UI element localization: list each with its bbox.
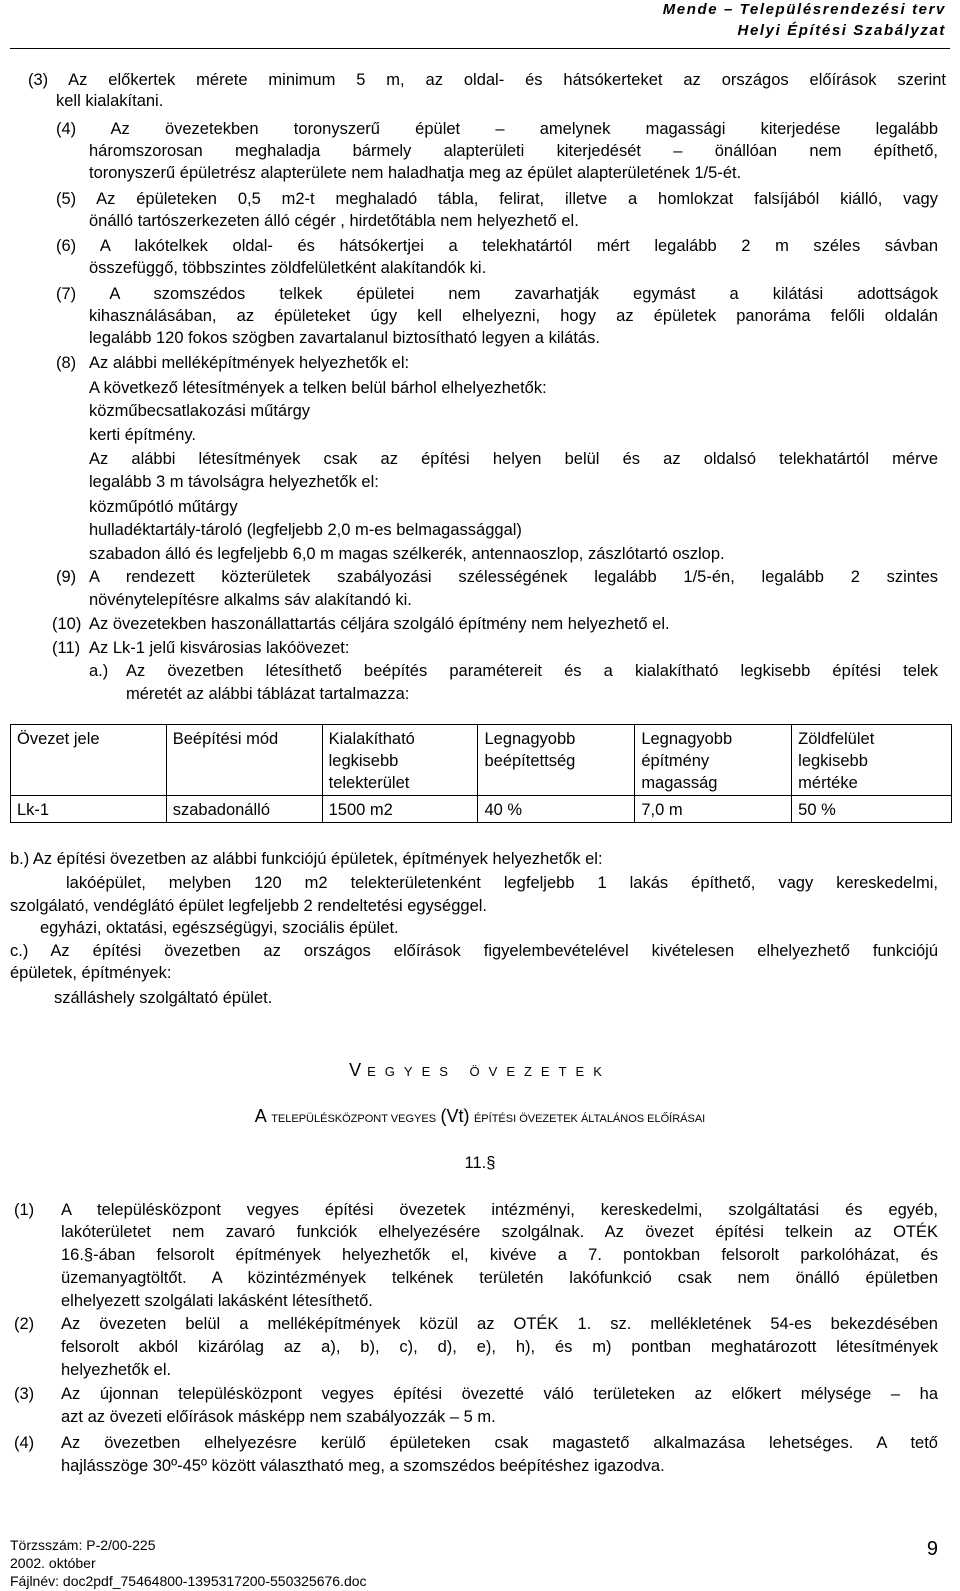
- table-header-row: [11, 725, 952, 796]
- table-header-cell: Beépítési mód: [166, 725, 322, 796]
- paragraph-8-line-9: szabadon álló és legfeljebb 6,0 m magas szélkerék, antennaoszlop, zászlótartó oszlop.: [89, 545, 725, 563]
- item-1-line-3: 16.§-ában felsorolt építmények helyezhetők el, kivéve a 7. pontokban felsorolt parkolóházat, és: [61, 1246, 938, 1264]
- zoning-parameters-table: [10, 724, 952, 823]
- paragraph-7-line-2: kihasználásában, az épületeket úgy kell elhelyezni, hogy az épületek panoráma felőli oldalán: [89, 307, 938, 325]
- table-cell: 1500 m2: [322, 796, 478, 823]
- item-4-number: (4): [14, 1434, 35, 1452]
- table-cell: 40 %: [478, 796, 635, 823]
- footer-date: 2002. október: [10, 1555, 96, 1571]
- table-header-cell: Övezet jele: [11, 725, 167, 796]
- item-3-line-1: Az újonnan településközpont vegyes építési övezetté váló területeken az előkert mélysége – ha: [61, 1385, 938, 1403]
- paragraph-8-line-5: Az alábbi létesítmények csak az építési helyen belül és az oldalsó telekhatártól mérve: [89, 450, 938, 468]
- paragraph-7-line-1: (7) A szomszédos telkek épületei nem zavarhatják egymást a kilátási adottságok: [56, 285, 938, 303]
- footer-document-number: Törzsszám: P-2/00-225: [10, 1537, 156, 1553]
- paragraph-11-line-1: Az Lk-1 jelű kisvárosias lakóövezet:: [89, 639, 350, 657]
- paragraph-5-line-2: önálló tartószerkezeten álló cégér , hirdetőtábla nem helyezhető el.: [89, 212, 579, 230]
- table-header-cell: Kialakítható legkisebb telekterület: [322, 725, 478, 796]
- section-title: V EGYES ÖVEZETEK: [349, 1060, 611, 1080]
- paragraph-6-line-2: összefüggő, többszintes zöldfelületként alakítandók ki.: [89, 259, 487, 277]
- paragraph-8-line-1: Az alábbi melléképítmények helyezhetők el:: [89, 354, 410, 372]
- paragraph-8-number: (8): [56, 354, 77, 372]
- paragraph-8-line-6: legalább 3 m távolságra helyezhetők el:: [89, 473, 379, 491]
- paragraph-3-line-1: (3) Az előkertek mérete minimum 5 m, az oldal- és hátsókerteket az országos előírások szerint: [28, 71, 946, 89]
- paragraph-4-line-3: toronyszerű épületrész alapterülete nem haladhatja meg az épület alapterületének 1/5-ét.: [89, 164, 742, 182]
- paragraph-8-line-2: A következő létesítmények a telken belül bárhol elhelyezhetők:: [89, 379, 547, 397]
- paragraph-4-line-2: háromszorosan meghaladja bármely alapterületi kiterjedését – önállóan nem építhető,: [89, 142, 938, 160]
- paragraph-3-line-2: kell kialakítani.: [56, 92, 164, 110]
- paragraph-11-number: (11): [52, 639, 81, 657]
- item-4-line-2: hajlásszöge 30º-45º között választható meg, a szomszédos beépítéshez igazodva.: [61, 1457, 665, 1475]
- table-row: [11, 796, 952, 823]
- item-4-line-1: Az övezetben elhelyezésre kerülő épületeken csak magastető alkalmazása lehetséges. A tető: [61, 1434, 938, 1452]
- item-2-number: (2): [14, 1315, 35, 1333]
- paragraph-9-line-2: növénytelepítésre alkalms sáv alakítandó ki.: [89, 591, 412, 609]
- item-1-line-4: üzemanyagtöltőt. A közintézmények telkének területén lakófunkció csak nem önálló épületben: [61, 1269, 938, 1287]
- paragraph-8-line-8: hulladéktartály-tároló (legfeljebb 2,0 m-es belmagassággal): [89, 521, 522, 539]
- paragraph-11a-number: a.): [89, 662, 109, 680]
- item-3-line-2: azt az övezeti előírások másképp nem szabályozzák – 5 m.: [61, 1408, 496, 1426]
- item-2-line-1: Az övezeten belül a melléképítmények közül az OTÉK 1. sz. mellékletének 54-es bekezdésében: [61, 1315, 938, 1333]
- page-number: 9: [926, 1538, 938, 1560]
- table-cell: 50 %: [792, 796, 952, 823]
- footer-filename: Fájlnév: doc2pdf_75464800-1395317200-550325676.doc: [10, 1573, 367, 1589]
- section-subtitle: A TELEPÜLÉSKÖZPONT VEGYES (Vt) ÉPÍTÉSI ÖVEZETEK ÁLTALÁNOS ELŐÍRÁSAI: [254, 1106, 706, 1126]
- clause-c-line-3: szálláshely szolgáltató épület.: [54, 989, 273, 1007]
- item-1-number: (1): [14, 1201, 35, 1219]
- paragraph-11a-line-1: Az övezetben létesíthető beépítés paramétereit és a kialakítható legkisebb építési telek: [126, 662, 938, 680]
- paragraph-8-line-3: közműbecsatlakozási műtárgy: [89, 402, 311, 420]
- item-2-line-2: felsorolt akból kizárólag az a), b), c), d), e), h), és m) pontban meghatározott létesítmények: [61, 1338, 938, 1356]
- table-header-cell: Zöldfelület legkisebb mértéke: [792, 725, 952, 796]
- item-2-line-3: helyezhetők el.: [61, 1361, 172, 1379]
- clause-c-line-2: épületek, építmények:: [10, 964, 172, 982]
- document-header-subtitle: Helyi Építési Szabályzat: [737, 22, 946, 39]
- table-cell: Lk-1: [11, 796, 167, 823]
- paragraph-4-line-1: (4) Az övezetekben toronyszerű épület – amelynek magassági kiterjedése legalább: [56, 120, 938, 138]
- paragraph-10-number: (10): [52, 615, 82, 633]
- clause-b-line-1: b.) Az építési övezetben az alábbi funkciójú épületek, építmények helyezhetők el:: [10, 850, 603, 868]
- item-1-line-1: A településközpont vegyes építési övezetek intézményi, kereskedelmi, szolgáltatási és egyéb,: [61, 1201, 938, 1219]
- table-header-cell: Legnagyobb építmény magasság: [635, 725, 792, 796]
- paragraph-8-line-4: kerti építmény.: [89, 426, 196, 444]
- paragraph-10-line-1: Az övezetekben haszonállattartás céljára szolgáló építmény nem helyezhető el.: [89, 615, 670, 633]
- paragraph-7-line-3: legalább 120 fokos szögben zavartalanul biztosítható legyen a kilátás.: [89, 329, 600, 347]
- clause-c-line-1: c.) Az építési övezetben az országos előírások figyelembevételével kivételesen elhelyezhető funkciójú: [10, 942, 938, 960]
- paragraph-5-line-1: (5) Az épületeken 0,5 m2-t meghaladó tábla, felirat, illetve a homlokzat falsíjából kiálló, vagy: [56, 190, 938, 208]
- clause-b-line-2: lakóépület, melyben 120 m2 telekterületenként legfeljebb 1 lakás építhető, vagy kereskedelmi,: [66, 874, 938, 892]
- paragraph-9-line-1: A rendezett közterületek szabályozási szélességének legalább 1/5-én, legalább 2 szintes: [89, 568, 938, 586]
- item-1-line-5: elhelyezett szolgálati lakásként létesíthető.: [61, 1292, 373, 1310]
- table-cell: szabadonálló: [166, 796, 322, 823]
- table-header-cell: Legnagyobb beépítettség: [478, 725, 635, 796]
- paragraph-6-line-1: (6) A lakótelkek oldal- és hátsókertjei a telekhatártól mért legalább 2 m széles sávban: [56, 237, 938, 255]
- clause-b-line-3: szolgálató, vendéglátó épület legfeljebb 2 rendeltetési egységgel.: [10, 897, 488, 915]
- item-1-line-2: lakóterületet nem zavaró funkciók elhelyezésére szolgálnak. Az övezet építési telkein az OTÉK: [61, 1223, 938, 1241]
- paragraph-number: 11.§: [464, 1154, 496, 1172]
- document-header-title: Mende – Településrendezési terv: [662, 1, 946, 18]
- item-3-number: (3): [14, 1385, 35, 1403]
- paragraph-8-line-7: közműpótló műtárgy: [89, 498, 238, 516]
- clause-b-line-4: egyházi, oktatási, egészségügyi, szociális épület.: [40, 919, 399, 937]
- paragraph-9-number: (9): [56, 568, 77, 586]
- table-cell: 7,0 m: [635, 796, 792, 823]
- paragraph-11a-line-2: méretét az alábbi táblázat tartalmazza:: [126, 685, 410, 703]
- header-rule: [10, 48, 950, 49]
